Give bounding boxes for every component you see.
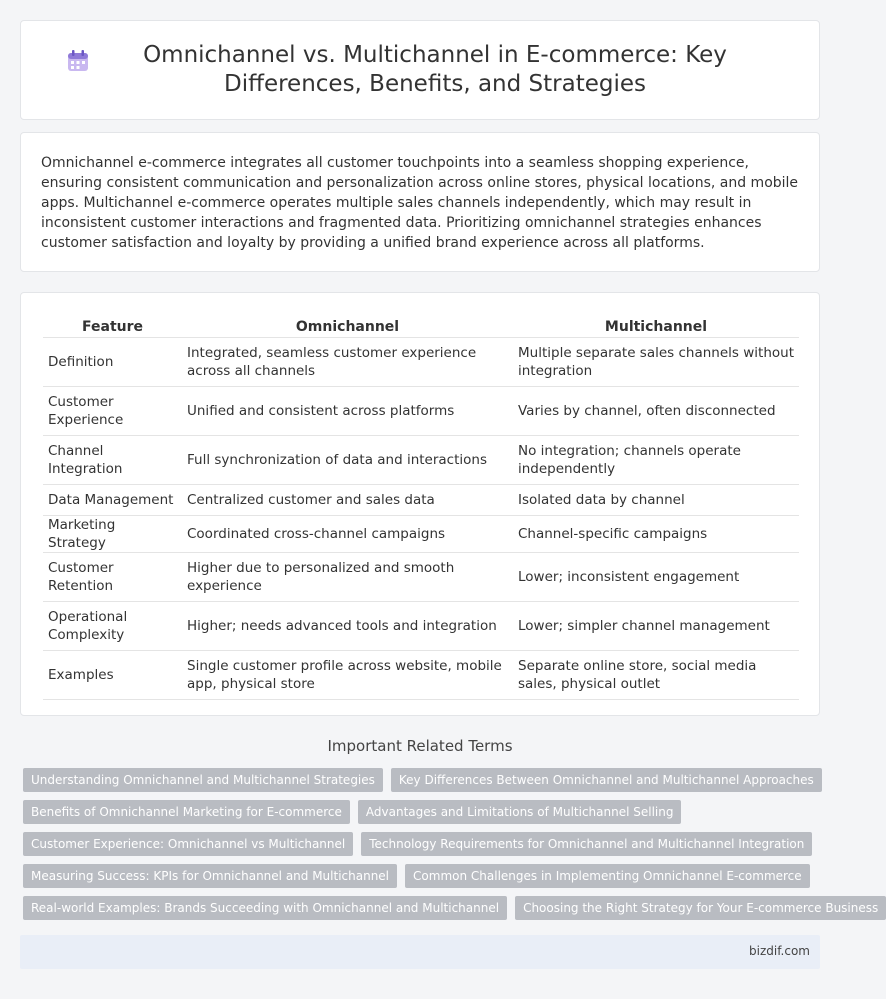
related-term-link[interactable]: Common Challenges in Implementing Omnichannel E-commerce [405,864,810,888]
site-link[interactable]: bizdif.com [749,944,810,958]
omnichannel-cell: Higher; needs advanced tools and integration [182,601,513,650]
related-term-link[interactable]: Measuring Success: KPIs for Omnichannel and Multichannel [23,864,397,888]
related-terms-title: Important Related Terms [327,737,513,755]
comparison-table [43,315,799,700]
feature-cell: Examples [43,650,182,699]
table-row [43,435,799,484]
related-terms-tags [23,768,879,928]
multichannel-cell: Lower; inconsistent engagement [513,552,799,601]
table-row [43,386,799,435]
feature-cell: Customer Retention [43,552,182,601]
omnichannel-cell: Single customer profile across website, mobile app, physical store [182,650,513,699]
related-term-link[interactable]: Choosing the Right Strategy for Your E-commerce Business [515,896,886,920]
header-feature: Feature [43,315,182,337]
omnichannel-cell: Centralized customer and sales data [182,484,513,515]
page-title: Omnichannel vs. Multichannel in E-commerce: Key Differences, Benefits, and Strategies [143,42,727,97]
table-row [43,337,799,386]
header-multichannel: Multichannel [513,315,799,337]
table-row [43,601,799,650]
related-term-link[interactable]: Customer Experience: Omnichannel vs Multichannel [23,832,353,856]
feature-cell: Marketing Strategy [43,515,182,552]
title-card [20,20,820,120]
feature-cell: Channel Integration [43,435,182,484]
omnichannel-cell: Higher due to personalized and smooth experience [182,552,513,601]
multichannel-cell: Channel-specific campaigns [513,515,799,552]
multichannel-cell: Separate online store, social media sales, physical outlet [513,650,799,699]
footer [20,935,820,969]
omnichannel-cell: Unified and consistent across platforms [182,386,513,435]
related-term-link[interactable]: Advantages and Limitations of Multichannel Selling [358,800,682,824]
multichannel-cell: Isolated data by channel [513,484,799,515]
omnichannel-cell: Coordinated cross-channel campaigns [182,515,513,552]
table-row [43,484,799,515]
multichannel-cell: No integration; channels operate independently [513,435,799,484]
table-row [43,552,799,601]
related-term-link[interactable]: Key Differences Between Omnichannel and Multichannel Approaches [391,768,822,792]
omnichannel-cell: Integrated, seamless customer experience across all channels [182,337,513,386]
header-omnichannel: Omnichannel [182,315,513,337]
related-term-link[interactable]: Understanding Omnichannel and Multichannel Strategies [23,768,383,792]
intro-card [20,132,820,272]
table-row [43,650,799,699]
feature-cell: Data Management [43,484,182,515]
feature-cell: Customer Experience [43,386,182,435]
multichannel-cell: Varies by channel, often disconnected [513,386,799,435]
omnichannel-cell: Full synchronization of data and interactions [182,435,513,484]
comparison-card [20,292,820,716]
feature-cell: Operational Complexity [43,601,182,650]
related-term-link[interactable]: Real-world Examples: Brands Succeeding with Omnichannel and Multichannel [23,896,507,920]
intro-paragraph: Omnichannel e-commerce integrates all customer touchpoints into a seamless shopping experience, ensuring consistent communication and personalization across online stores, physical locations, and mobile apps. Multichannel e-commerce operates multiple sales channels independently, which may result in inconsistent customer interactions and fragmented data. Prioritizing omnichannel strategies enhances customer satisfaction and loyalty by providing a unified brand experience across all platforms. [41,155,799,251]
table-row [43,515,799,552]
related-term-link[interactable]: Benefits of Omnichannel Marketing for E-commerce [23,800,350,824]
feature-cell: Definition [43,337,182,386]
related-term-link[interactable]: Technology Requirements for Omnichannel and Multichannel Integration [361,832,812,856]
multichannel-cell: Lower; simpler channel management [513,601,799,650]
multichannel-cell: Multiple separate sales channels without integration [513,337,799,386]
